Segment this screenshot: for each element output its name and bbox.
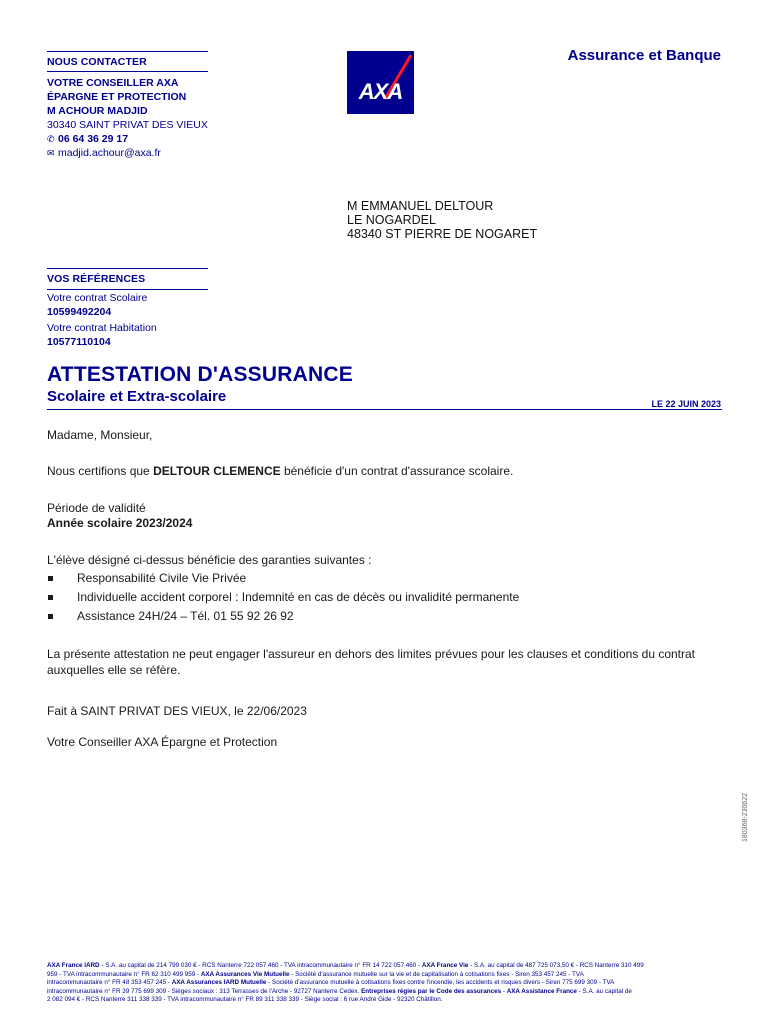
references-list — [47, 291, 157, 349]
bullet-icon — [48, 576, 53, 581]
footer-text: 2 082 094 € - RCS Nanterre 311 338 339 - TVA intracommunautaire n° FR 89 311 338 339 - Siège social : 6 rue André Gide - 92320 Châtillon. — [47, 996, 443, 1004]
document-code: 180368-230622 — [742, 792, 749, 842]
footer-text: - S.A. au capital de 214 799 030 € - RCS Nanterre 722 057 460 - TVA intracommunautaire n° FR 14 722 057 460 - — [99, 962, 422, 969]
beneficiary-name: DELTOUR CLEMENCE — [153, 464, 281, 478]
footer-line — [47, 971, 722, 980]
guarantee-text: Individuelle accident corporel : Indemnité en cas de décès ou invalidité permanente — [77, 590, 520, 604]
logo-text: AXA — [358, 79, 403, 104]
guarantee-text: Responsabilité Civile Vie Privée — [77, 571, 247, 585]
advisor-phone-row[interactable] — [47, 132, 208, 146]
certify-suffix: bénéficie d'un contrat d'assurance scolaire. — [280, 464, 514, 478]
recipient-address — [347, 199, 537, 241]
footer-text: 959 - TVA intracommunautaire n° FR 62 310 499 959 - — [47, 970, 201, 978]
guarantees-list — [47, 569, 519, 626]
references-divider-bottom — [47, 289, 208, 290]
footer-entity: AXA Assurances IARD Mutuelle — [171, 979, 267, 987]
footer-text: intracommunautaire n° FR 39 775 699 309 - Sièges sociaux : 313 Terrasses de l'Arche - 92727 Nanterre Cedex. — [47, 987, 362, 995]
validity-label: Période de validité — [47, 501, 146, 515]
salutation: Madame, Monsieur, — [47, 428, 153, 442]
disclaimer-line1: La présente attestation ne peut engager l'assureur en dehors des limites prévues pour les clauses et conditions du contrat — [47, 647, 696, 661]
phone-icon: ✆ — [47, 134, 55, 144]
contact-heading: NOUS CONTACTER — [47, 56, 147, 68]
footer-line — [47, 979, 722, 988]
place-date: Fait à SAINT PRIVAT DES VIEUX, le 22/06/2023 — [47, 704, 307, 718]
contact-divider-bottom — [47, 71, 208, 72]
reference-value: 10599492204 — [47, 306, 112, 318]
advisor-name: M ACHOUR MADJID — [47, 105, 148, 117]
footer-entity: AXA France Vie — [421, 962, 469, 969]
bullet-icon — [48, 595, 53, 600]
list-item — [47, 607, 519, 626]
recipient-name: M EMMANUEL DELTOUR — [347, 199, 494, 213]
signature-line: Votre Conseiller AXA Épargne et Protection — [47, 735, 278, 749]
document-title: ATTESTATION D'ASSURANCE — [47, 363, 353, 386]
reference-label: Votre contrat Scolaire — [47, 292, 148, 304]
footer-line — [47, 996, 722, 1005]
guarantees-intro: L'élève désigné ci-dessus bénéficie des garanties suivantes : — [47, 553, 372, 567]
contact-block — [47, 76, 208, 160]
bullet-icon — [48, 614, 53, 619]
footer-entity: AXA Assurances Vie Mutuelle — [200, 970, 290, 978]
certify-prefix: Nous certifions que — [47, 464, 154, 478]
certification-sentence — [47, 463, 727, 479]
footer-text: - Société d'assurance mutuelle à cotisations fixes contre l'incendie, les accidents et risques divers - Siren 775 699 309 - TVA — [266, 979, 615, 987]
recipient-line2: LE NOGARDEL — [347, 213, 436, 227]
validity-value: Année scolaire 2023/2024 — [47, 516, 193, 530]
list-item — [47, 588, 519, 607]
envelope-icon: ✉ — [47, 148, 55, 158]
document-date: LE 22 JUIN 2023 — [651, 399, 721, 409]
footer-text: - Société d'assurance mutuelle sur la vie et de capitalisation à cotisations fixes - Siren 353 457 245 - TVA — [289, 970, 584, 978]
reference-label: Votre contrat Habitation — [47, 322, 157, 334]
title-divider — [47, 409, 722, 410]
references-heading: VOS RÉFÉRENCES — [47, 273, 146, 285]
legal-footer — [47, 962, 722, 1005]
footer-entity: AXA Assistance France — [506, 987, 577, 995]
footer-text: - — [501, 987, 507, 995]
recipient-line3: 48340 ST PIERRE DE NOGARET — [347, 227, 538, 241]
document-subtitle: Scolaire et Extra-scolaire — [47, 388, 227, 405]
advisor-title-line1: VOTRE CONSEILLER AXA — [47, 77, 179, 89]
disclaimer-line2: auxquelles elle se réfère. — [47, 663, 181, 677]
footer-text: - S.A. au capital de — [576, 987, 632, 995]
guarantee-text: Assistance 24H/24 – Tél. 01 55 92 26 92 — [77, 609, 294, 623]
advisor-title-line2: ÉPARGNE ET PROTECTION — [47, 91, 187, 103]
footer-entity: AXA France IARD — [47, 962, 100, 969]
brand-tagline: Assurance et Banque — [567, 47, 721, 64]
footer-text: intracommunautaire n° FR 48 353 457 245 - — [47, 979, 172, 987]
footer-text: - S.A. au capital de 487 725 073,50 € - RCS Nanterre 310 499 — [468, 962, 644, 969]
references-divider — [47, 268, 208, 269]
axa-logo — [347, 51, 414, 114]
advisor-phone: 06 64 36 29 17 — [58, 133, 129, 145]
list-item — [47, 569, 519, 588]
footer-entity: Entreprises régies par le Code des assurances — [361, 987, 502, 995]
contact-divider — [47, 51, 208, 52]
advisor-email: madjid.achour@axa.fr — [58, 147, 161, 159]
reference-value: 10577110104 — [47, 336, 111, 348]
advisor-email-row[interactable] — [47, 146, 208, 160]
advisor-address: 30340 SAINT PRIVAT DES VIEUX — [47, 119, 208, 131]
footer-line — [47, 962, 722, 971]
